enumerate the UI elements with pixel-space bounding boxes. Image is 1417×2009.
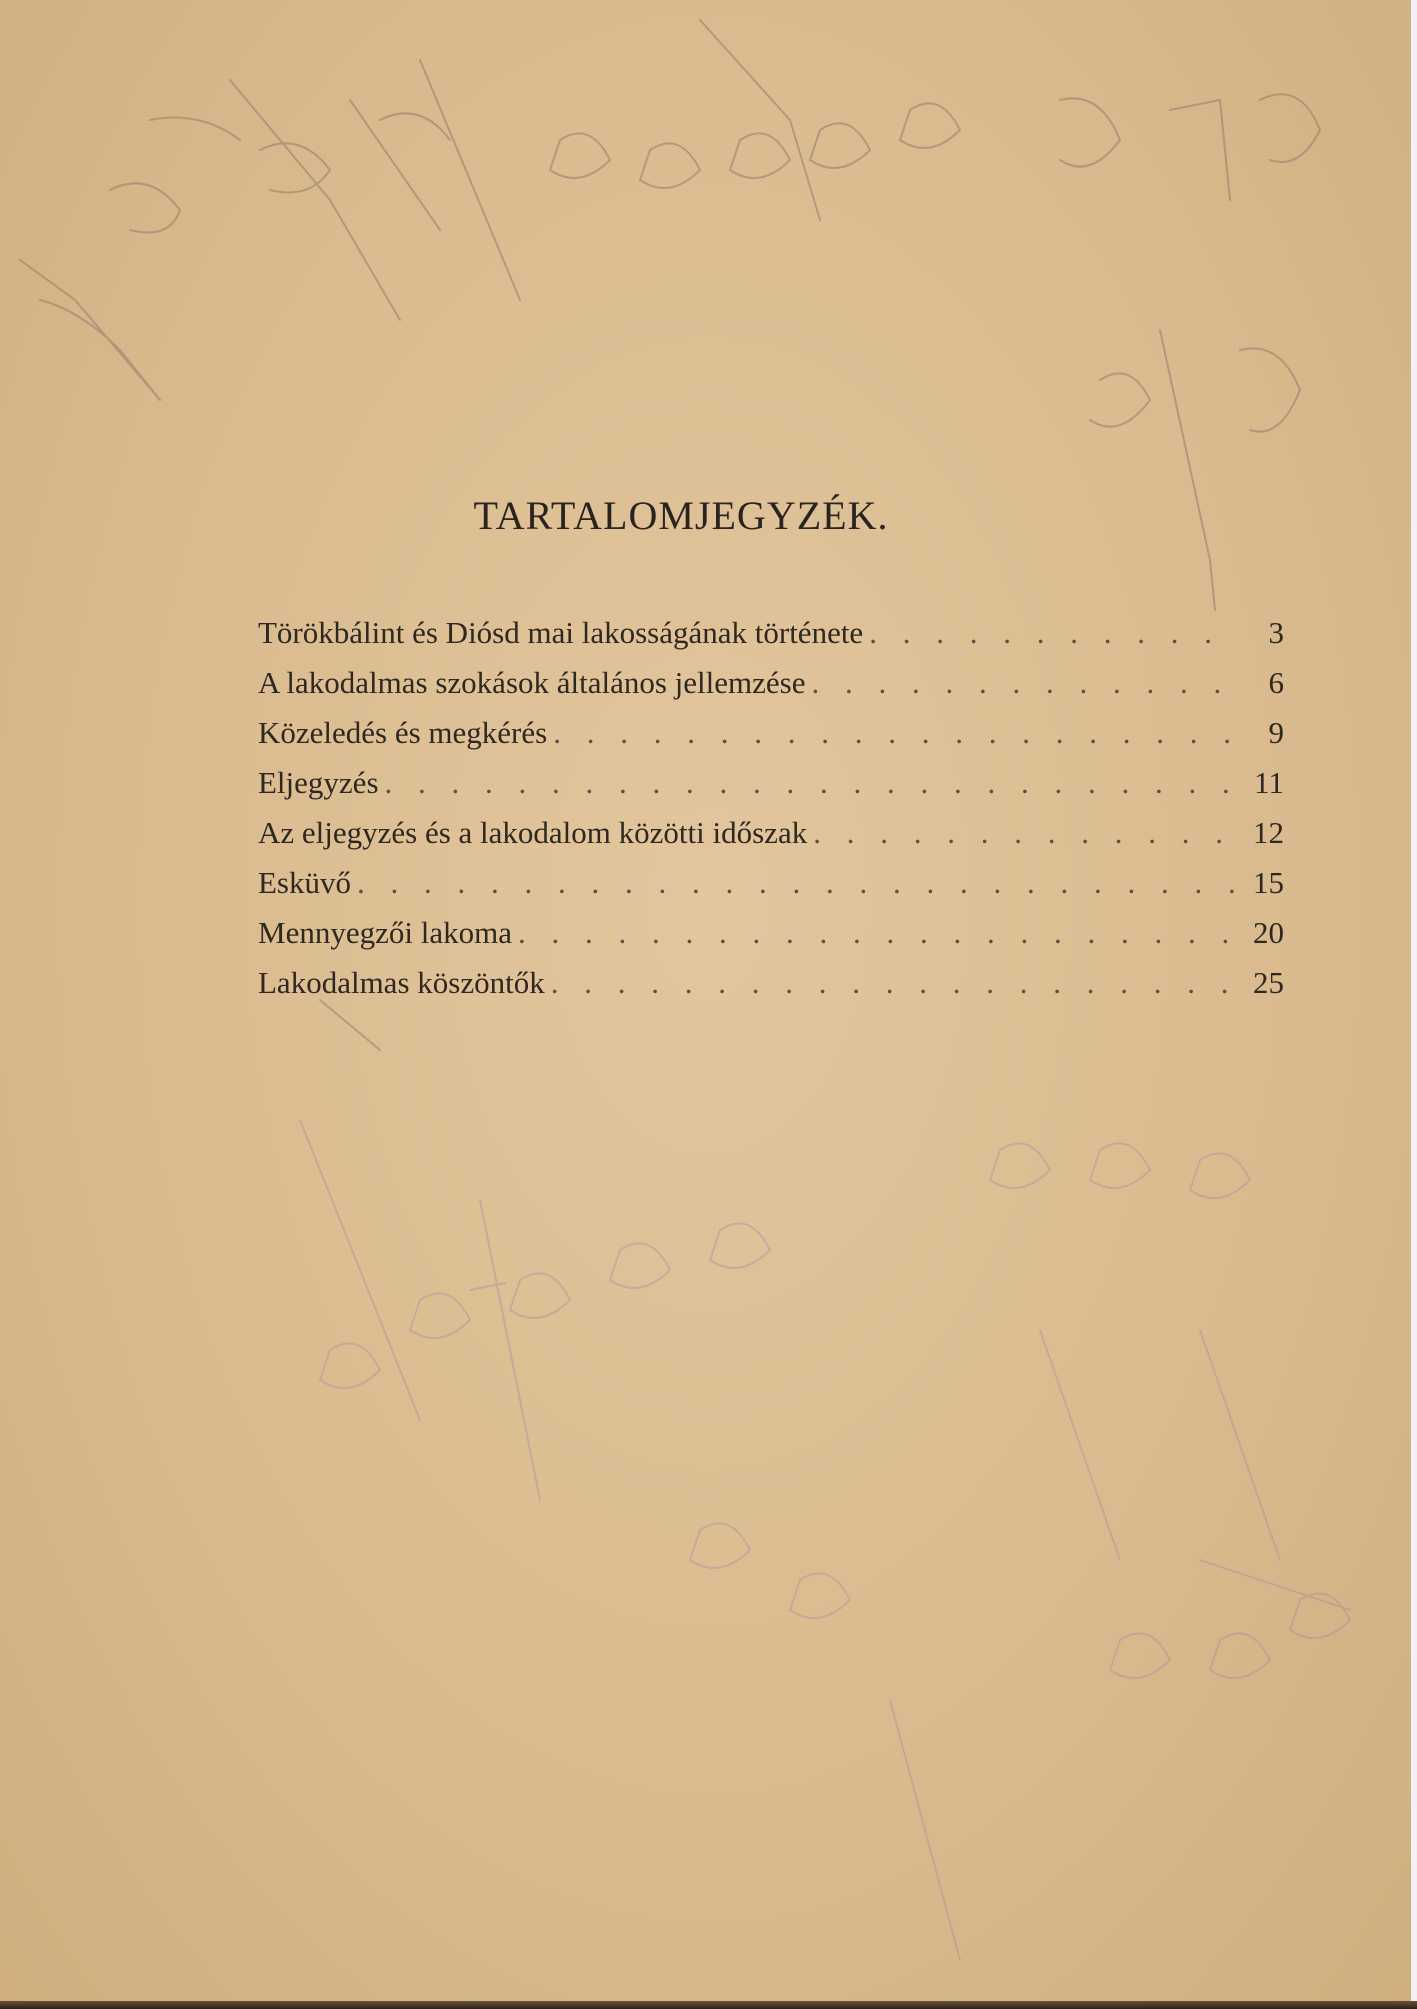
toc-entry-title: Lakodalmas köszöntők <box>258 965 545 1000</box>
dot-leader <box>869 608 1238 658</box>
toc-entry-title: Az eljegyzés és a lakodalom közötti időszak <box>258 815 808 850</box>
toc-entry-title: Közeledés és megkérés <box>258 715 548 750</box>
toc-entry-page: 25 <box>1253 965 1284 1000</box>
dot-leader <box>813 808 1238 858</box>
dot-leader <box>357 858 1238 908</box>
toc-entry <box>258 808 1284 858</box>
toc-entry-title: A lakodalmas szokások általános jellemzése <box>258 665 806 700</box>
dot-leader <box>551 958 1238 1008</box>
toc-entry-title: Esküvő <box>258 865 351 900</box>
toc-entry <box>258 858 1284 908</box>
dot-leader <box>812 658 1239 708</box>
toc-entry <box>258 958 1284 1008</box>
toc-entry-page: 9 <box>1268 715 1284 750</box>
toc-entry-page: 6 <box>1268 665 1284 700</box>
toc-entry-title: Mennyegzői lakoma <box>258 915 512 950</box>
toc-entry-title: Eljegyzés <box>258 765 379 800</box>
toc-entry <box>258 708 1284 758</box>
toc-entry <box>258 908 1284 958</box>
toc-entry-page: 11 <box>1254 765 1284 800</box>
toc-entry-page: 3 <box>1268 615 1284 650</box>
scan-edge-bottom <box>0 2001 1417 2009</box>
scan-edge-right <box>1411 0 1417 2009</box>
dot-leader <box>518 908 1238 958</box>
toc-entry <box>258 658 1284 708</box>
dot-leader <box>553 708 1238 758</box>
toc-entry <box>258 758 1284 808</box>
table-of-contents <box>258 608 1284 1008</box>
toc-entry-title: Törökbálint és Diósd mai lakosságának története <box>258 615 864 650</box>
page-title: TARTALOMJEGYZÉK. <box>473 493 889 538</box>
toc-entry-page: 20 <box>1253 915 1284 950</box>
dot-leader <box>385 758 1238 808</box>
toc-entry-page: 12 <box>1253 815 1284 850</box>
toc-entry <box>258 608 1284 658</box>
toc-entry-page: 15 <box>1253 865 1284 900</box>
